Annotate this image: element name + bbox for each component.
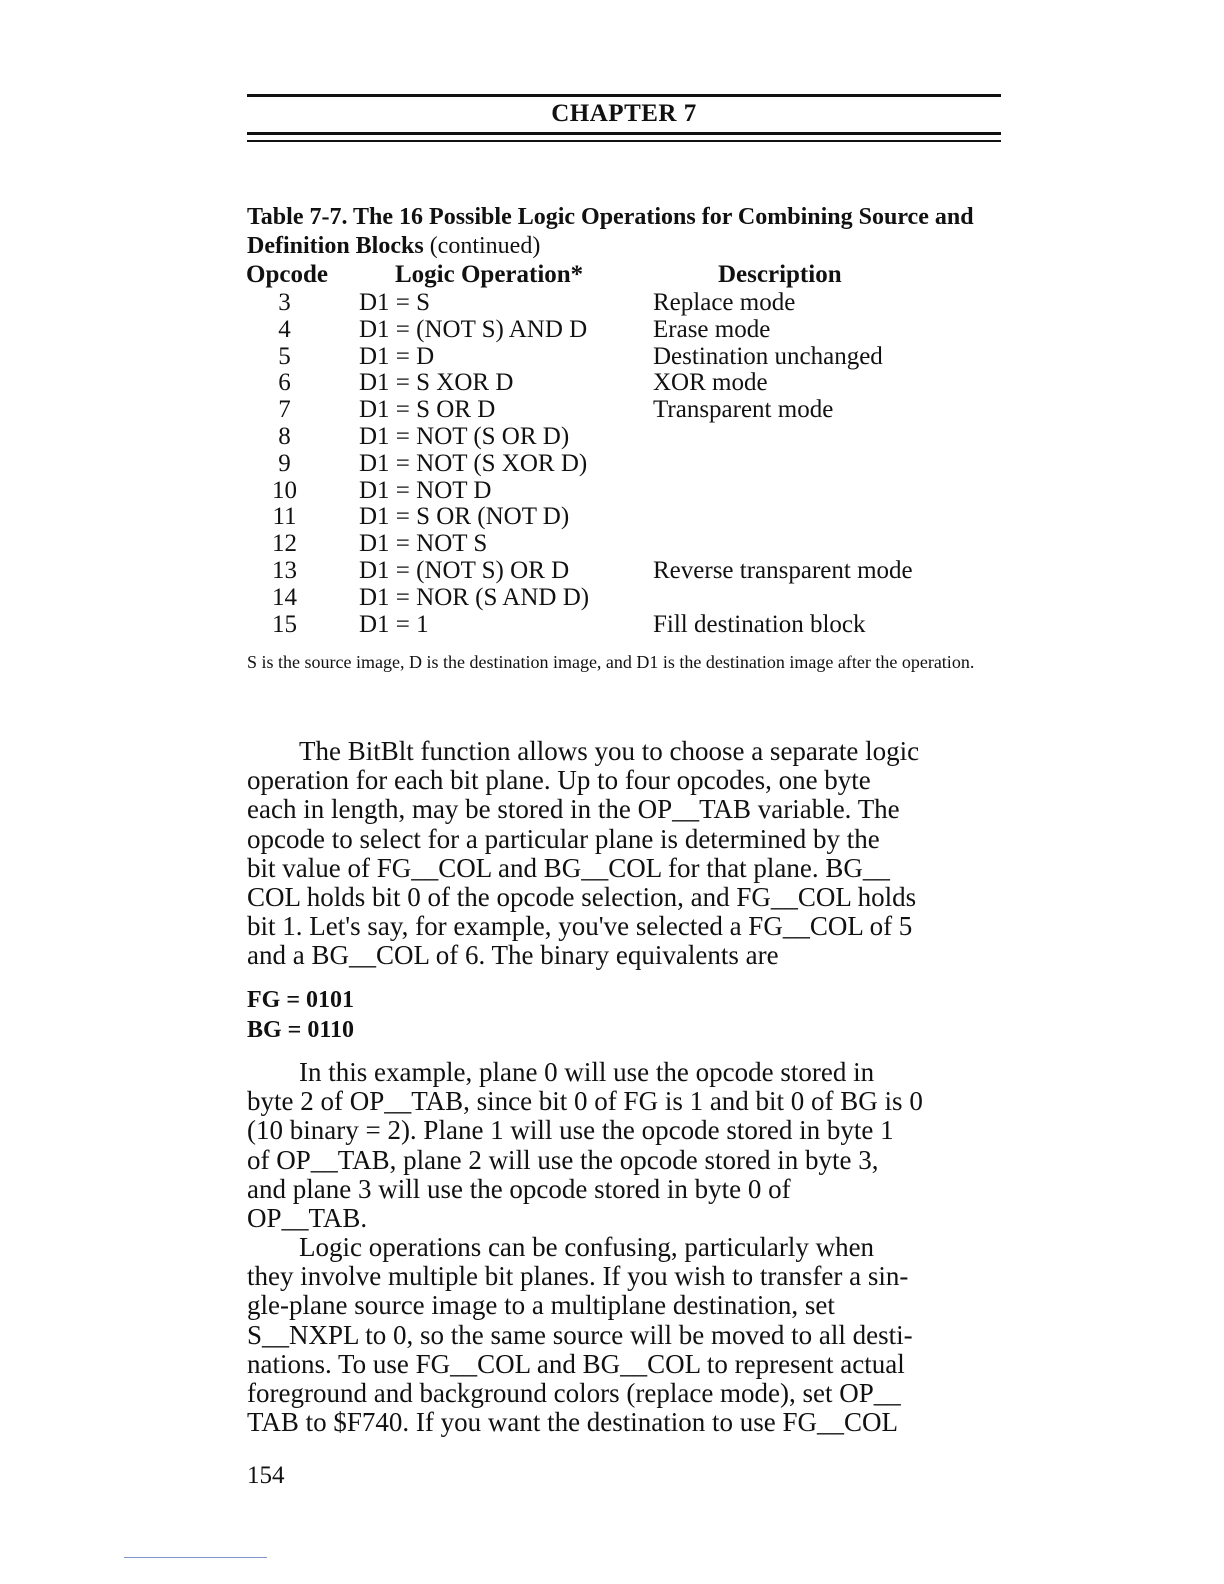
table-row	[0, 422, 1224, 449]
text-line: nations. To use FG__COL and BG__COL to represent actual	[247, 1348, 905, 1379]
column-header-opcode: Opcode	[246, 261, 328, 288]
column-header-logic-operation: Logic Operation*	[395, 261, 584, 288]
text-line: (10 binary = 2). Plane 1 will use the opcode stored in byte 1	[247, 1115, 894, 1146]
logic-cell: D1 = S OR (NOT D)	[359, 503, 570, 531]
text-line: TAB to $F740. If you want the destination to use FG__COL	[247, 1407, 899, 1438]
opcode-cell: 11	[272, 503, 297, 531]
table-footnote: S is the source image, D is the destination image, and D1 is the destination image after the operation.	[247, 652, 975, 672]
logic-cell: D1 = NOT (S OR D)	[359, 422, 570, 450]
text-line: The BitBlt function allows you to choose a separate logic	[299, 736, 920, 766]
table-row	[0, 342, 1224, 369]
text-line: and plane 3 will use the opcode stored in byte 0 of	[247, 1173, 791, 1204]
column-header-description: Description	[718, 261, 842, 288]
page-number: 154	[247, 1462, 285, 1489]
table-caption	[247, 203, 1001, 261]
table-row	[0, 449, 1224, 476]
table-row	[0, 556, 1224, 583]
text-line: COL holds bit 0 of the opcode selection, and FG__COL holds	[247, 882, 917, 913]
logic-cell: D1 = S XOR D	[359, 369, 514, 397]
table-row	[0, 315, 1224, 342]
logic-cell: D1 = 1	[359, 610, 429, 638]
body-paragraph-2	[247, 1058, 1007, 1233]
table-caption-title: Table 7-7. The 16 Possible Logic Operations for Combining Source and Definition Blocks	[247, 204, 974, 259]
code-line-bg: BG = 0110	[247, 1017, 355, 1043]
opcode-cell: 9	[278, 449, 291, 477]
table-row	[0, 288, 1224, 315]
text-line: byte 2 of OP__TAB, since bit 0 of FG is 1 and bit 0 of BG is 0	[247, 1086, 923, 1117]
description-cell: Fill destination block	[653, 610, 866, 638]
logic-cell: D1 = (NOT S) AND D	[359, 315, 588, 343]
logic-cell: D1 = NOR (S AND D)	[359, 583, 590, 611]
table-row	[0, 502, 1224, 529]
header-rule-bottom-1	[247, 132, 1001, 135]
opcode-cell: 14	[272, 583, 297, 611]
opcode-cell: 7	[278, 396, 291, 424]
code-line-fg: FG = 0101	[247, 987, 355, 1013]
logic-cell: D1 = S	[359, 289, 431, 316]
description-cell: Transparent mode	[653, 396, 834, 424]
description-cell: Erase mode	[653, 315, 771, 343]
opcode-cell: 10	[272, 476, 297, 504]
opcode-cell: 8	[278, 422, 291, 450]
text-line: bit value of FG__COL and BG__COL for that plane. BG__	[247, 852, 890, 883]
header-rule-top	[247, 94, 1001, 97]
text-line: operation for each bit plane. Up to four opcodes, one byte	[247, 765, 871, 796]
text-line: of OP__TAB, plane 2 will use the opcode stored in byte 3,	[247, 1144, 879, 1175]
text-line: S__NXPL to 0, so the same source will be moved to all desti-	[247, 1319, 913, 1350]
text-line: gle-plane source image to a multiplane destination, set	[247, 1290, 835, 1321]
logic-cell: D1 = D	[359, 342, 435, 370]
description-cell: XOR mode	[653, 369, 768, 397]
scan-artifact-line	[124, 1557, 267, 1558]
table-row	[0, 610, 1224, 637]
description-cell: Reverse transparent mode	[653, 556, 913, 584]
logic-cell: D1 = NOT D	[359, 476, 492, 504]
table-body	[0, 288, 1224, 636]
logic-cell: D1 = S OR D	[359, 396, 496, 424]
table-row	[0, 529, 1224, 556]
description-cell: Replace mode	[653, 289, 796, 316]
opcode-cell: 4	[278, 315, 291, 343]
text-line: bit 1. Let's say, for example, you've selected a FG__COL of 5	[247, 911, 913, 942]
table-row	[0, 368, 1224, 395]
text-line: each in length, may be stored in the OP__TAB variable. The	[247, 794, 900, 825]
logic-cell: D1 = (NOT S) OR D	[359, 556, 570, 584]
text-line: OP__TAB.	[247, 1203, 368, 1234]
opcode-cell: 3	[278, 289, 291, 316]
text-line: opcode to select for a particular plane is determined by the	[247, 823, 880, 854]
text-line: In this example, plane 0 will use the opcode stored in	[299, 1057, 875, 1087]
opcode-cell: 6	[278, 369, 291, 397]
table-row	[0, 395, 1224, 422]
text-line: foreground and background colors (replace mode), set OP__	[247, 1378, 901, 1409]
header-rule-bottom-2	[247, 140, 1001, 142]
table-row	[0, 583, 1224, 610]
body-paragraph-3	[247, 1233, 1007, 1437]
body-paragraph-1	[247, 737, 1007, 971]
text-line: they involve multiple bit planes. If you wish to transfer a sin-	[247, 1261, 909, 1292]
opcode-cell: 5	[278, 342, 291, 370]
opcode-cell: 12	[272, 530, 297, 558]
logic-cell: D1 = NOT S	[359, 530, 488, 558]
table-caption-continued: (continued)	[429, 233, 541, 259]
opcode-cell: 15	[272, 610, 297, 638]
text-line: Logic operations can be confusing, particularly when	[299, 1232, 875, 1262]
logic-cell: D1 = NOT (S XOR D)	[359, 449, 588, 477]
description-cell: Destination unchanged	[653, 342, 883, 370]
table-row	[0, 476, 1224, 503]
chapter-heading: CHAPTER 7	[551, 100, 697, 127]
text-line: and a BG__COL of 6. The binary equivalents are	[247, 940, 779, 971]
opcode-cell: 13	[272, 556, 297, 584]
